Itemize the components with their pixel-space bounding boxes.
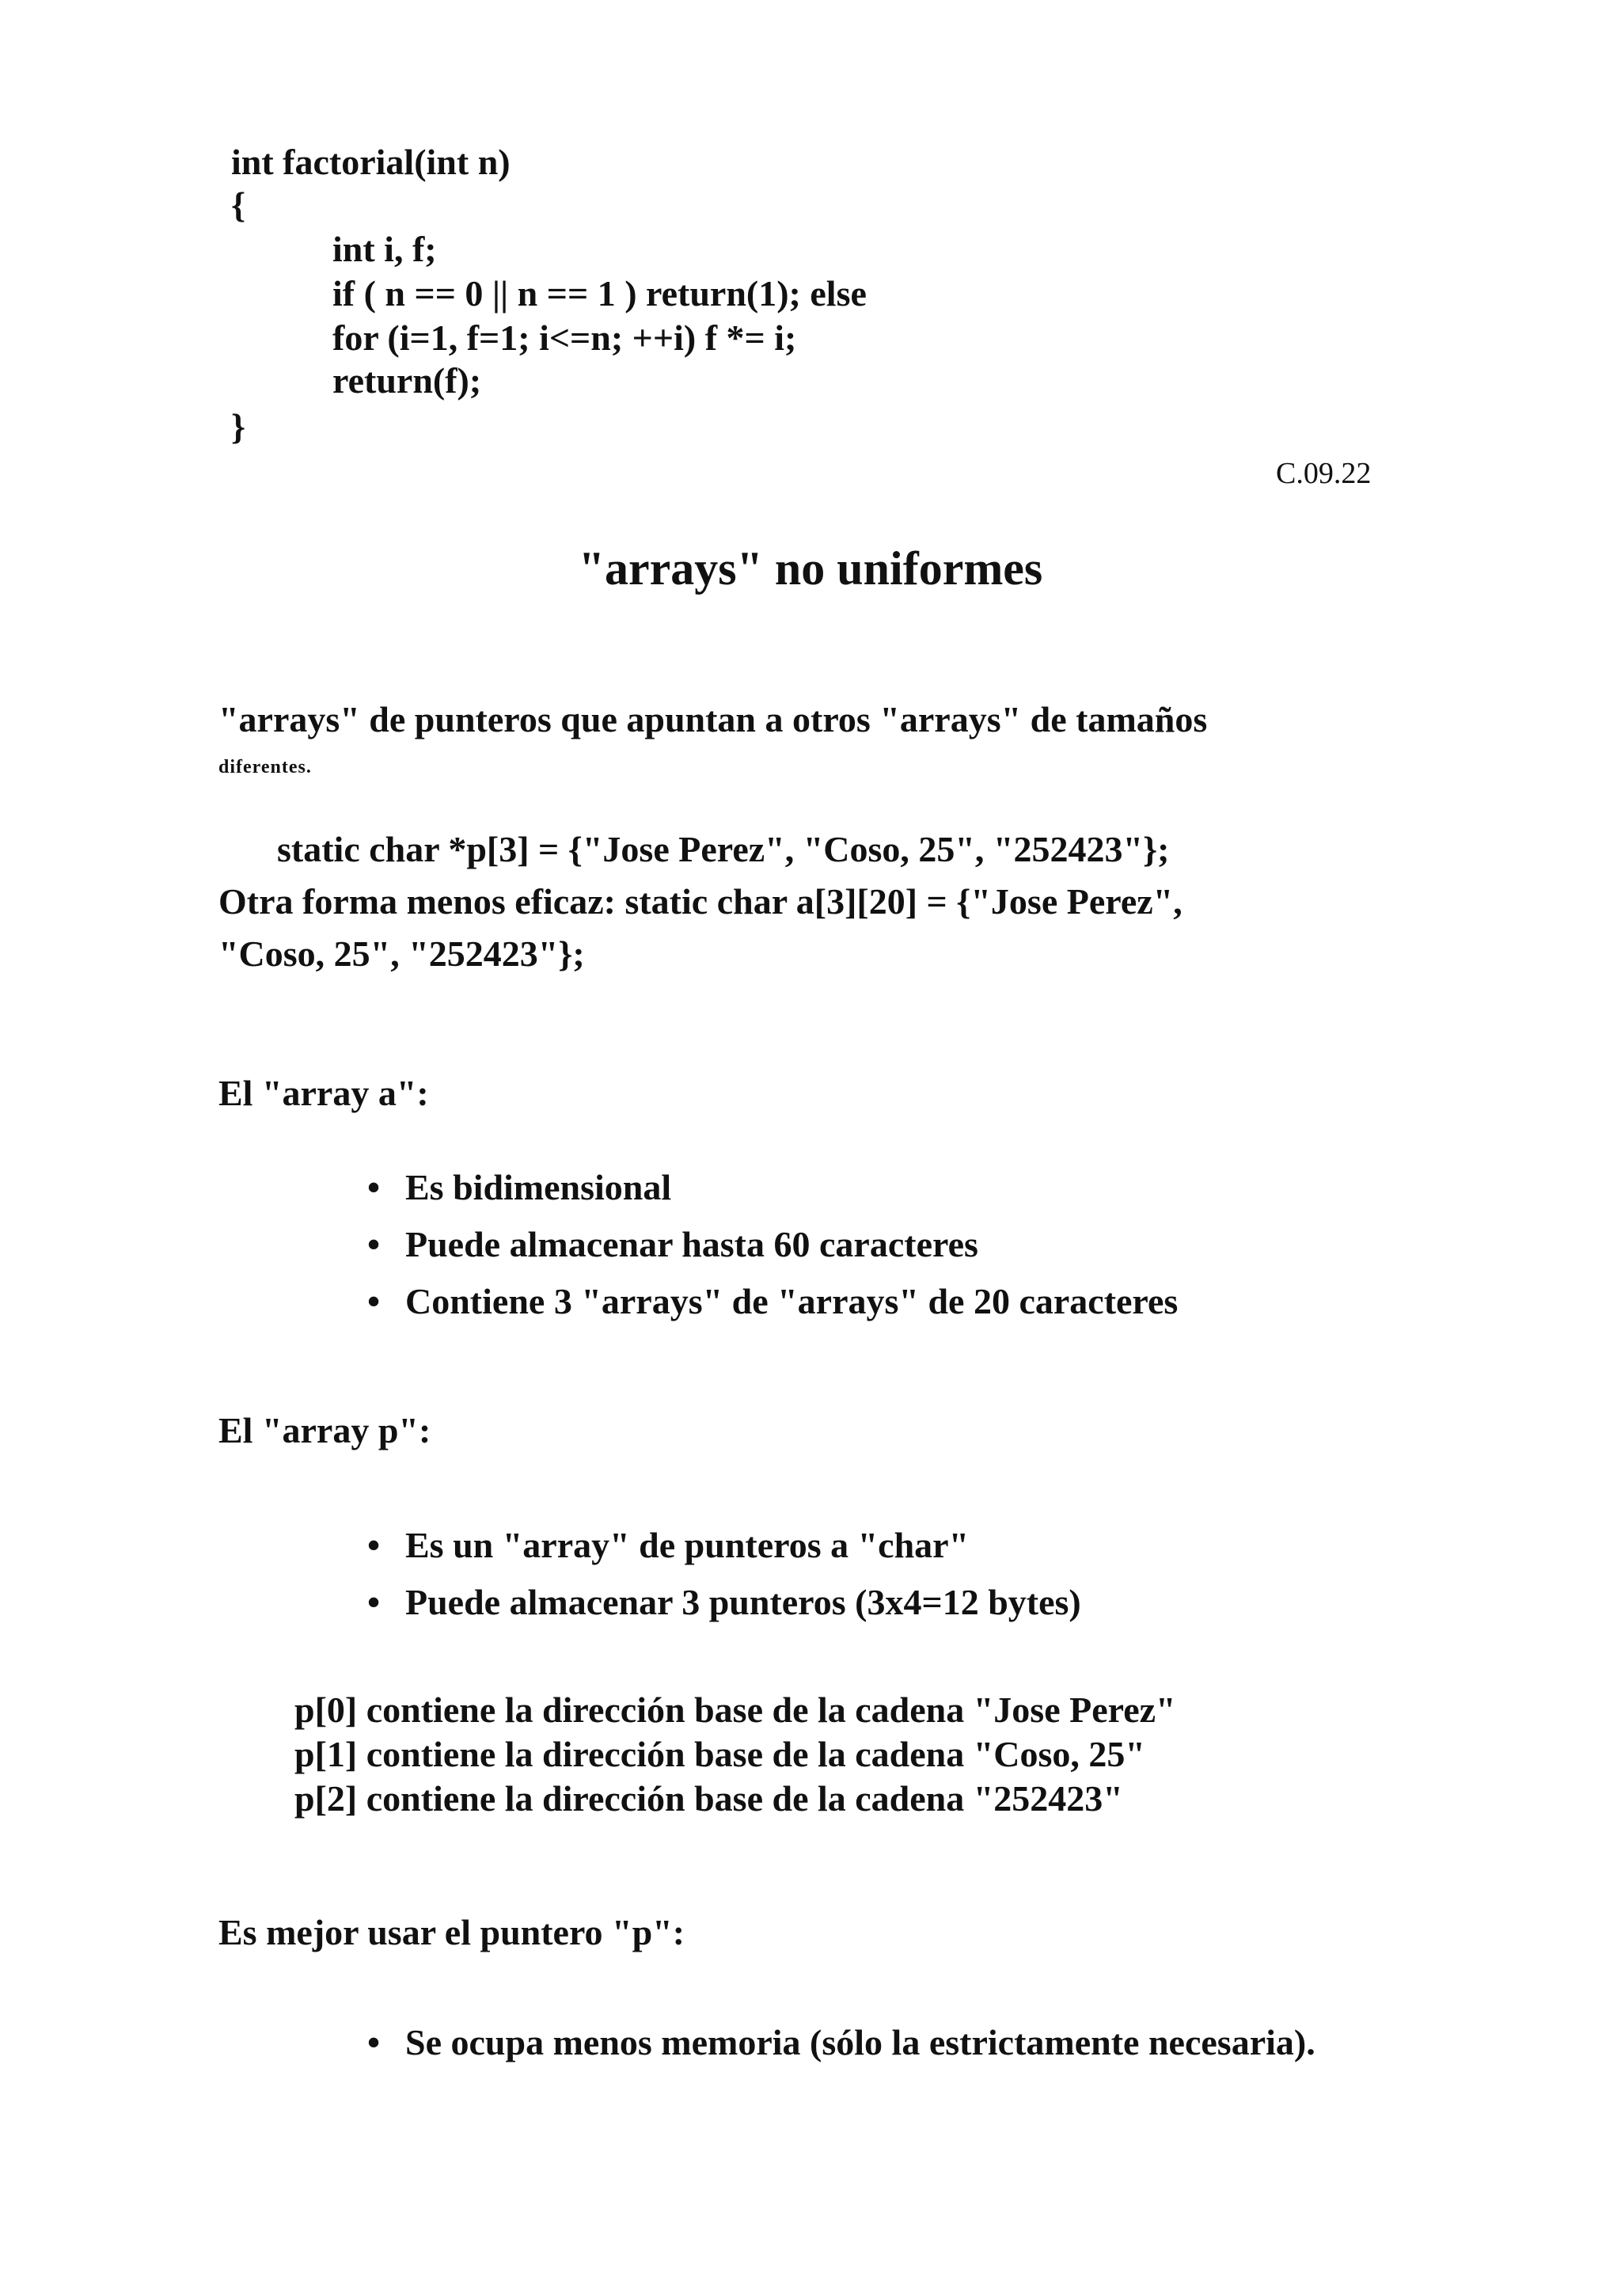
declaration-alt-line-1: Otra forma menos eficaz: static char a[3][20] = {"Jose Perez", — [218, 881, 1183, 922]
pointer-line-1: p[1] contiene la dirección base de la cadena "Coso, 25" — [294, 1734, 1145, 1774]
page-title: "arrays" no uniformes — [578, 542, 1043, 595]
list-item — [367, 1216, 1178, 1273]
bullet-text: Es un "array" de punteros a "char" — [405, 1525, 970, 1565]
page-reference: C.09.22 — [1276, 457, 1372, 490]
code-line-for: for (i=1, f=1; i<=n; ++i) f *= i; — [332, 317, 797, 358]
bullet-icon: • — [367, 1167, 381, 1207]
code-line-declaration: int i, f; — [332, 229, 437, 269]
bullet-icon: • — [367, 1525, 381, 1565]
list-item — [367, 1159, 1178, 1216]
bullet-icon: • — [367, 1582, 381, 1622]
bullet-text: Puede almacenar hasta 60 caracteres — [405, 1224, 978, 1264]
bullet-text: Es bidimensional — [405, 1167, 672, 1207]
code-line-signature: int factorial(int n) — [231, 142, 511, 182]
declaration-pointer-array: static char *p[3] = {"Jose Perez", "Coso, 25", "252423"}; — [277, 829, 1170, 869]
code-line-open-brace: { — [231, 184, 246, 225]
code-line-return: return(f); — [332, 360, 482, 401]
pointer-line-2: p[2] contiene la dirección base de la cadena "252423" — [294, 1778, 1123, 1819]
pointer-line-0: p[0] contiene la dirección base de la cadena "Jose Perez" — [294, 1690, 1176, 1730]
bullet-text: Puede almacenar 3 punteros (3x4=12 bytes) — [405, 1582, 1081, 1622]
bullet-text: Se ocupa menos memoria (sólo la estrictamente necesaria). — [405, 2022, 1315, 2062]
bullet-icon: • — [367, 2022, 381, 2062]
list-item — [367, 1273, 1178, 1330]
list-item — [367, 1517, 1081, 1574]
list-item — [367, 2014, 1315, 2071]
bullet-text: Contiene 3 "arrays" de "arrays" de 20 caracteres — [405, 1281, 1179, 1321]
section-heading-array-p: El "array p": — [218, 1410, 431, 1450]
section-heading-conclusion: Es mejor usar el puntero "p": — [218, 1912, 685, 1952]
code-line-if: if ( n == 0 || n == 1 ) return(1); else — [332, 273, 867, 314]
intro-line-2: diferentes. — [218, 757, 312, 777]
list-item — [367, 1574, 1081, 1631]
section-heading-array-a: El "array a": — [218, 1073, 429, 1113]
code-line-close-brace: } — [231, 406, 246, 447]
intro-line-1: "arrays" de punteros que apuntan a otros "arrays" de tamaños — [218, 699, 1208, 739]
array-a-bullet-list — [367, 1159, 1178, 1330]
declaration-alt-line-2: "Coso, 25", "252423"}; — [218, 933, 585, 974]
bullet-icon: • — [367, 1224, 381, 1264]
conclusion-bullet-list — [367, 2014, 1315, 2071]
array-p-bullet-list — [367, 1517, 1081, 1631]
bullet-icon: • — [367, 1281, 381, 1321]
